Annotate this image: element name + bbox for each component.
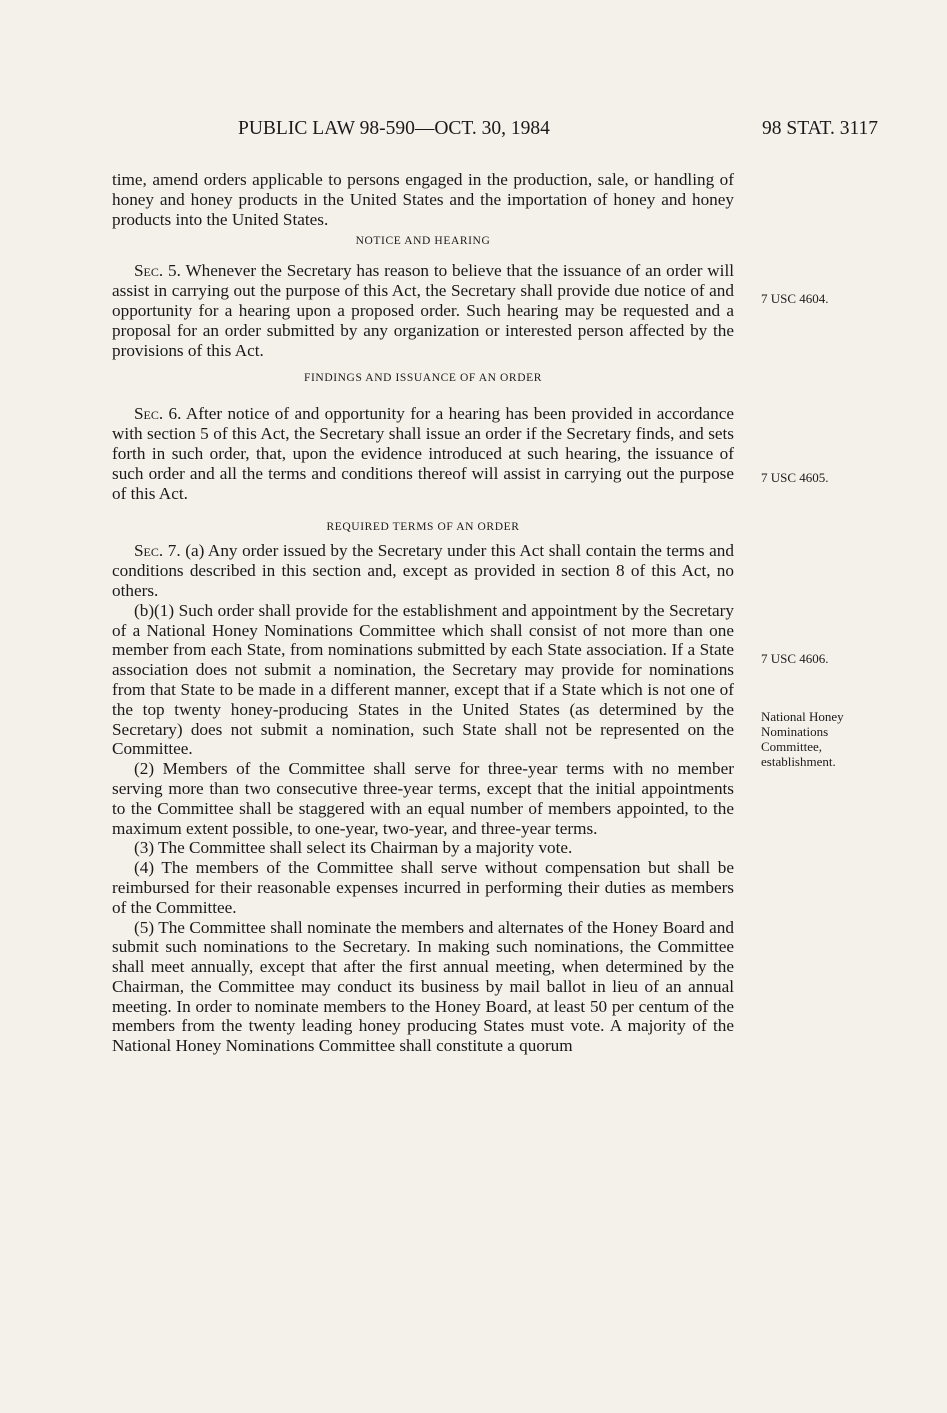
section-6-label: Sec. 6. [134,404,182,424]
section-heading-notice: NOTICE AND HEARING [355,235,491,248]
section-5-label: Sec. 5. [134,261,181,281]
margin-note-line: National Honey [761,709,844,724]
section-heading-findings: FINDINGS AND ISSUANCE OF AN ORDER [303,372,542,385]
margin-note-usc-4605: 7 USC 4605. [761,470,829,485]
section-6-paragraph [112,404,734,503]
margin-note-line: establishment. [761,754,836,769]
section-7a-paragraph [112,541,734,600]
margin-note-usc-4606: 7 USC 4606. [761,651,829,666]
page-header [238,118,878,144]
continued-paragraph: time, amend orders applicable to persons engaged in the production, sale, or handling of honey and honey products in the United States and the importation of honey and honey products into the United States. [112,170,734,229]
section-7b2-paragraph: (2) Members of the Committee shall serve for three-year terms with no member serving more than two consecutive three-year terms, except that the initial appointments to the Committee shall be staggered with an equal number of members appointed, to the maximum extent possible, to one-year, two-year, and three-year terms. [112,759,734,838]
body-text [112,170,734,1056]
section-5-paragraph [112,261,734,360]
margin-note-committee-establishment [761,709,901,769]
section-7b4-paragraph: (4) The members of the Committee shall serve without compensation but shall be reimbursed for their reasonable expenses incurred in performing their duties as members of the Committee. [112,858,734,917]
section-7b1-paragraph: (b)(1) Such order shall provide for the establishment and appointment by the Secretary of a National Honey Nominations Committee which shall consist of not more than one member from each State, from nominations submitted by each State association. If a State association does not submit a nomination, the Secretary may provide for nominations from that State to be made in a different manner, except that if a State which is not one of the top twenty honey-producing States in the United States (as determined by the Secretary) does not submit a nomination, such State shall not be represented on the Committee. [112,600,734,759]
section-heading-required-terms: REQUIRED TERMS OF AN ORDER [326,521,520,534]
section-7-label: Sec. 7. [134,541,181,561]
margin-note-line: Nominations [761,724,829,739]
section-7b3-paragraph: (3) The Committee shall select its Chairman by a majority vote. [134,838,573,858]
section-6-text: After notice of and opportunity for a hearing has been provided in accordance with section 5 of this Act, the Secretary shall issue an order if the Secretary finds, and sets forth in such order, that, upon the evidence introduced at such hearing, the issuance of such order and all the terms and conditions thereof will assist in carrying out the purpose of this Act. [112,404,734,503]
public-law-citation: PUBLIC LAW 98-590—OCT. 30, 1984 [238,118,550,139]
section-7a-text: (a) Any order issued by the Secretary under this Act shall contain the terms and conditions described in this section and, except as provided in section 8 of this Act, no others. [112,541,734,600]
section-5-text: Whenever the Secretary has reason to believe that the issuance of an order will assist in carrying out the purpose of this Act, the Secretary shall provide due notice of and opportunity for a hearing upon a proposed order. Such hearing may be requested and a proposal for an order submitted by any organization or interested person affected by the provisions of this Act. [112,261,734,360]
statute-page-number: 98 STAT. 3117 [762,118,878,139]
section-7b5-paragraph: (5) The Committee shall nominate the members and alternates of the Honey Board and submit such nominations to the Secretary. In making such nominations, the Committee shall meet annually, except that after the first annual meeting, when determined by the Chairman, the Committee may conduct its business by mail ballot in lieu of an annual meeting. In order to nominate members to the Honey Board, at least 50 per centum of the members from the twenty leading honey producing States must vote. A majority of the National Honey Nominations Committee shall constitute a quorum [112,917,734,1056]
margin-note-line: Committee, [761,739,823,754]
margin-note-usc-4604: 7 USC 4604. [761,291,829,306]
